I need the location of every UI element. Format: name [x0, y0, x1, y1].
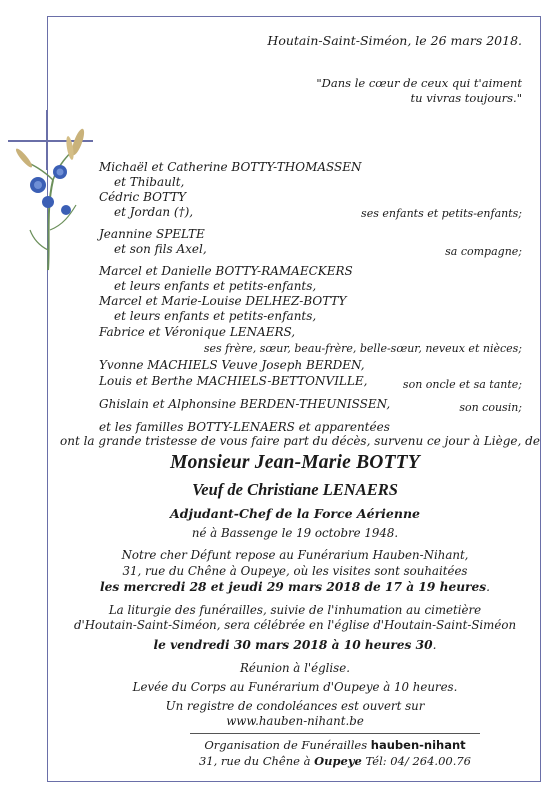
deceased-rank: Adjudant-Chef de la Force Aérienne: [170, 506, 420, 521]
levee-note: Levée du Corps au Funérarium d'Oupeye à 10 heures.: [132, 680, 458, 694]
footer-divider: [190, 733, 480, 734]
family-line: Marcel et Danielle BOTTY-RAMAECKERS: [99, 264, 353, 278]
family-line: et les familles BOTTY-LENAERS et apparentées: [99, 420, 390, 434]
relation-children: ses enfants et petits-enfants;: [361, 207, 522, 220]
footer-phone: Tél: 04/ 264.00.76: [365, 754, 471, 768]
register-line-1: Un registre de condoléances est ouvert sur: [165, 699, 425, 713]
family-line: et son fils Axel,: [114, 242, 207, 256]
deceased-born: né à Bassenge le 19 octobre 1948.: [191, 526, 399, 540]
quote-line-2: tu vivras toujours.": [410, 91, 522, 105]
visit-hours-text: les mercredi 28 et jeudi 29 mars 2018 de 17 à 19 heures: [100, 580, 487, 594]
family-line: et Jordan (†),: [114, 205, 194, 219]
quote-line-1: "Dans le cœur de ceux qui t'aiment: [316, 76, 522, 90]
repose-line-1: Notre cher Défunt repose au Funérarium Hauben-Nihant,: [121, 548, 469, 562]
deceased-widower: Veuf de Christiane LENAERS: [192, 480, 398, 499]
announcement: ont la grande tristesse de vous faire part du décès, survenu ce jour à Liège, de: [60, 434, 540, 448]
repose-line-2: 31, rue du Chêne à Oupeye, où les visites sont souhaitées: [122, 564, 468, 578]
family-line: Yvonne MACHIELS Veuve Joseph BERDEN,: [99, 358, 365, 372]
family-line: Jeannine SPELTE: [99, 227, 205, 241]
family-line: Fabrice et Véronique LENAERS,: [99, 325, 296, 339]
funeral-date-text: le vendredi 30 mars 2018 à 10 heures 30: [153, 638, 433, 652]
liturgy-line-2: d'Houtain-Saint-Siméon, sera célébrée en l'église d'Houtain-Saint-Siméon: [73, 618, 517, 632]
page-frame-right-edge: [540, 16, 541, 782]
relation-uncle-aunt: son oncle et sa tante;: [402, 378, 522, 391]
family-line: Michaël et Catherine BOTTY-THOMASSEN: [99, 160, 362, 174]
footer-address-pre: 31, rue du Chêne à: [198, 754, 311, 768]
funeral-date: le vendredi 30 mars 2018 à 10 heures 30.: [153, 638, 437, 652]
family-line: Marcel et Marie-Louise DELHEZ-BOTTY: [99, 294, 347, 308]
family-line: Louis et Berthe MACHIELS-BETTONVILLE,: [99, 374, 368, 388]
liturgy-line-1: La liturgie des funérailles, suivie de l'inhumation au cimetière: [108, 603, 482, 617]
visit-hours: les mercredi 28 et jeudi 29 mars 2018 de 17 à 19 heures.: [100, 580, 490, 594]
register-url: www.hauben-nihant.be: [226, 714, 364, 728]
family-line: et leurs enfants et petits-enfants,: [114, 279, 317, 293]
footer-address-town: Oupeye: [314, 754, 362, 768]
family-line: Cédric BOTTY: [99, 190, 187, 204]
footer-brand: hauben-nihant: [370, 738, 466, 752]
family-line: et Thibault,: [114, 175, 185, 189]
relation-siblings: ses frère, sœur, beau-frère, belle-sœur, neveux et nièces;: [203, 342, 522, 355]
quote: [316, 76, 522, 106]
family-line: Ghislain et Alphonsine BERDEN-THEUNISSEN,: [99, 397, 391, 411]
footer-address: [175, 754, 495, 768]
family-line: et leurs enfants et petits-enfants,: [114, 309, 317, 323]
footer-org-label: Organisation de Funérailles: [204, 738, 368, 752]
relation-partner: sa compagne;: [445, 245, 522, 258]
cross-flower-decoration: [8, 110, 108, 300]
deceased-name: Monsieur Jean-Marie BOTTY: [170, 452, 420, 473]
footer-organisation: [175, 738, 495, 752]
relation-cousin: son cousin;: [459, 401, 522, 414]
meeting-note: Réunion à l'église.: [240, 661, 350, 675]
place-date: Houtain-Saint-Siméon, le 26 mars 2018.: [267, 33, 522, 48]
